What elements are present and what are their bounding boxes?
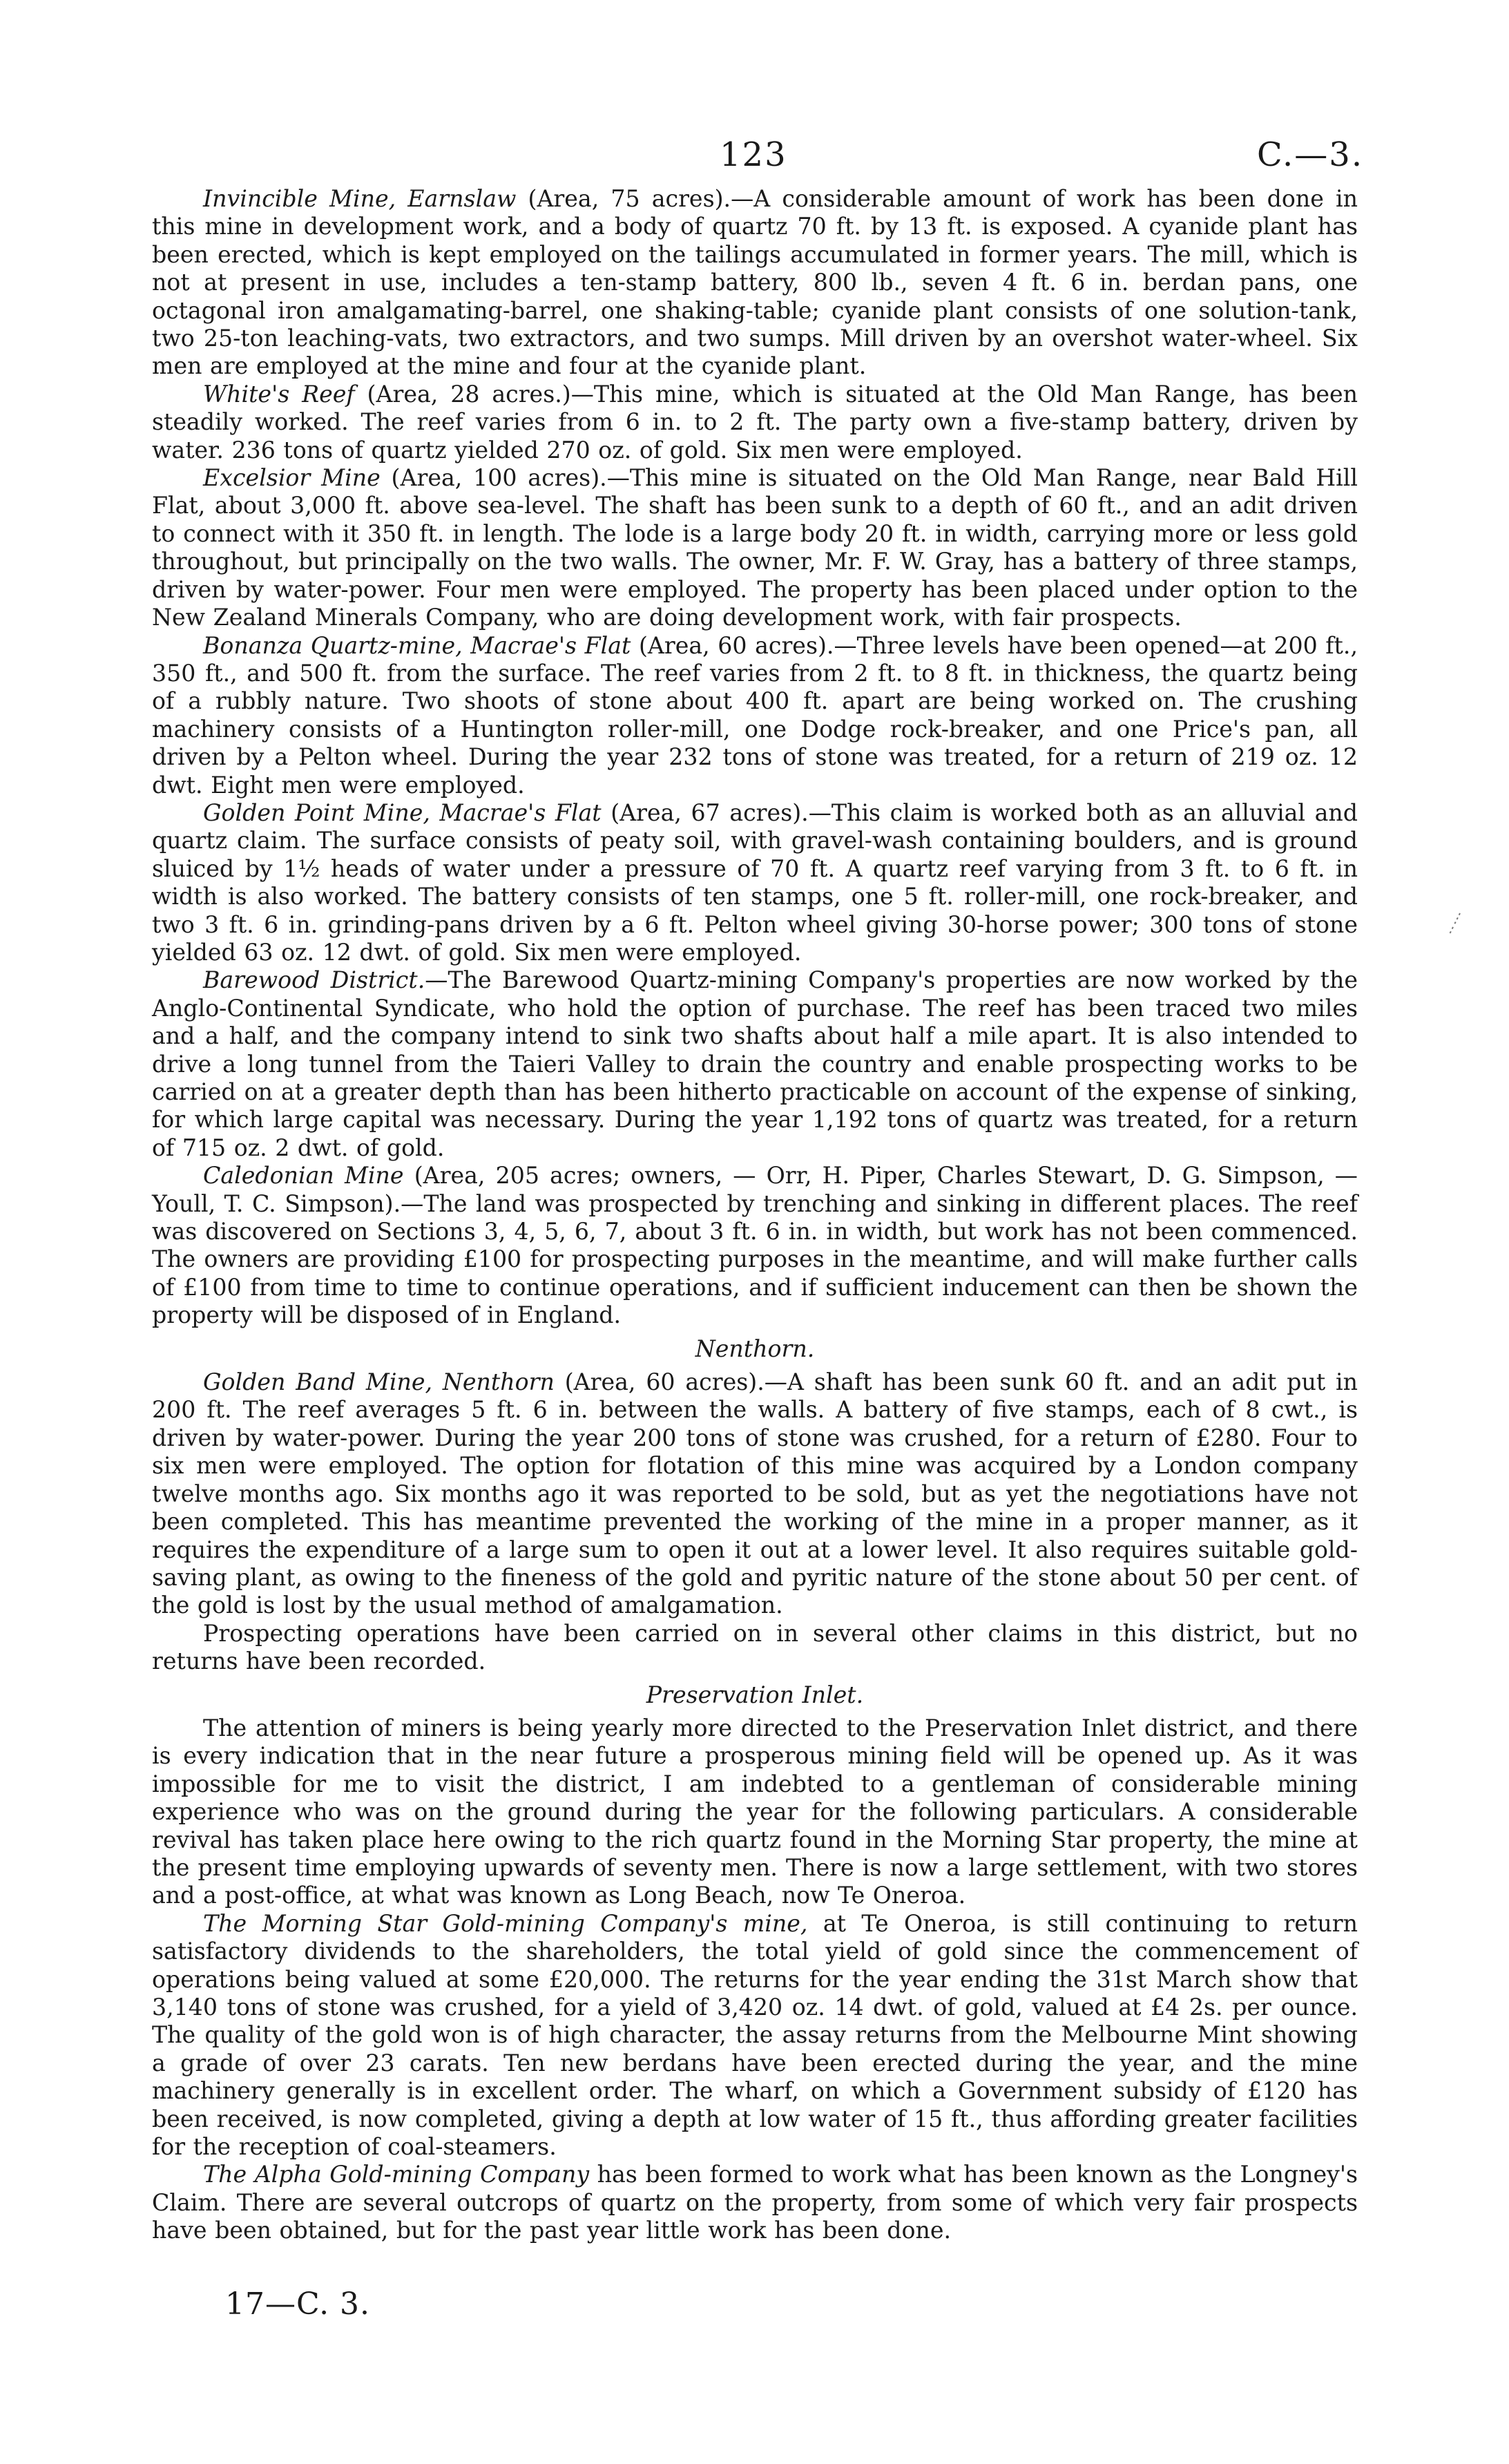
paragraph-caledonian-mine: [152, 1162, 1358, 1329]
paragraph-lead: Bonanza Quartz-mine, Macrae's Flat: [203, 631, 631, 659]
document-body: [152, 185, 1358, 2245]
page-number: 123: [720, 135, 787, 174]
paragraph-text: (Area, 75 acres).—A considerable amount of work has been done in this mine in development work, and a body of quartz 70 ft. by 13 ft. is exposed. A cyanide plant has been erected, which is kept employed on the tailings accumulated in former years. The mill, which is not at present in use, includes a ten-stamp battery, 800 lb., seven 4 ft. 6 in. berdan pans, one octagonal iron amalgamating-barrel, one shaking-table; cyanide plant consists of one solution-tank, two 25-ton leaching-vats, two extractors, and two sumps. Mill driven by an overshot water-wheel. Six men are employed at the mine and four at the cyanide plant.: [152, 185, 1358, 380]
paragraph-text: (Area, 60 acres).—Three levels have been opened—at 200 ft., 350 ft., and 500 ft. from the surface. The reef varies from 2 ft. to 8 ft. in thickness, the quartz being of a rubbly nature. Two shoots of stone about 400 ft. apart are being worked on. The crushing machinery consists of a Huntington roller-mill, one Dodge rock-breaker, and one Price's pan, all driven by a Pelton wheel. During the year 232 tons of stone was treated, for a return of 219 oz. 12 dwt. Eight men were employed.: [152, 631, 1358, 799]
paragraph-lead: Excelsior Mine: [203, 464, 381, 492]
paragraph-whites-reef: [152, 381, 1358, 464]
paragraph-lead: Caledonian Mine: [203, 1162, 404, 1190]
paragraph-text: The attention of miners is being yearly more directed to the Preservation Inlet district, and there is every indication that in the near future a prosperous mining field will be opened up. As it was impossible for me to visit the district, I am indebted to a gentleman of considerable mining experience who was on the ground during the year for the following particulars. A considerable revival has taken place here owing to the rich quartz found in the Morning Star property, the mine at the present time employing upwards of seventy men. There is now a large settlement, with two stores and a post-office, at what was known as Long Beach, now Te Oneroa.: [152, 1714, 1358, 1909]
paragraph-golden-point-mine: [152, 799, 1358, 966]
paragraph-barewood-district: [152, 966, 1358, 1162]
paragraph-prospecting-operations: [152, 1620, 1358, 1676]
section-heading-nenthorn: Nenthorn.: [695, 1335, 815, 1362]
paragraph-morning-star-mine: [152, 1910, 1358, 2161]
paragraph-invincible-mine: [152, 185, 1358, 381]
paragraph-text: (Area, 28 acres.)—This mine, which is situated at the Old Man Range, has been steadily worked. The reef varies from 6 in. to 2 ft. The party own a five-stamp battery, driven by water. 236 tons of quartz yielded 270 oz. of gold. Six men were employed.: [152, 380, 1358, 464]
section-heading-preservation-inlet: Preservation Inlet.: [646, 1681, 864, 1708]
paragraph-text: (Area, 205 acres; owners, — Orr, H. Piper, Charles Stewart, D. G. Simpson, — Youll, T. C. Simpson).—The land was prospected by trenching and sinking in different places. The reef was discovered on Sections 3, 4, 5, 6, 7, about 3 ft. 6 in. in width, but work has not been commenced. The owners are providing £100 for prospecting purposes in the meantime, and will make further calls of £100 from time to time to continue operations, and if sufficient inducement can then be shown the property will be disposed of in England.: [152, 1162, 1358, 1329]
signature-mark: 17—C. 3.: [225, 2286, 371, 2322]
paragraph-excelsior-mine: [152, 464, 1358, 631]
document-code: C.—3.: [1257, 135, 1364, 174]
paragraph-text: (Area, 60 acres).—A shaft has been sunk 60 ft. and an adit put in 200 ft. The reef averages 5 ft. 6 in. between the walls. A battery of five stamps, each of 8 cwt., is driven by water-power. During the year 200 tons of stone was crushed, for a return of £280. Four to six men were employed. The option for flotation of this mine was acquired by a London company twelve months ago. Six months ago it was reported to be sold, but as yet the negotiations have not been completed. This has meantime prevented the working of the mine in a proper manner, as it requires the expenditure of a large sum to open it out at a lower level. It also requires suitable gold-saving plant, as owing to the fineness of the gold and pyritic nature of the stone about 50 per cent. of the gold is lost by the usual method of amalgamation.: [152, 1368, 1358, 1619]
paragraph-lead: Invincible Mine, Earnslaw: [203, 185, 517, 212]
paragraph-lead: Golden Band Mine, Nenthorn: [203, 1368, 555, 1396]
paragraph-preservation-inlet: [152, 1715, 1358, 1910]
paragraph-alpha-gold-mining: [152, 2161, 1358, 2244]
paragraph-text: has been formed to work what has been known as the Longney's Claim. There are several outcrops of quartz on the property, from some of which very fair prospects have been obtained, but for the past year little work has been done.: [152, 2161, 1358, 2244]
paragraph-golden-band-mine: [152, 1368, 1358, 1620]
paragraph-lead: White's Reef: [203, 380, 355, 408]
paragraph-lead: Golden Point Mine, Macrae's Flat: [203, 799, 602, 826]
paragraph-bonanza-quartz-mine: [152, 632, 1358, 799]
paragraph-lead: The Alpha Gold-mining Company: [203, 2161, 590, 2188]
paragraph-lead: Barewood District.: [203, 966, 425, 994]
paragraph-text: (Area, 67 acres).—This claim is worked both as an alluvial and quartz claim. The surface consists of peaty soil, with gravel-wash containing boulders, and is ground sluiced by 1½ heads of water under a pressure of 70 ft. A quartz reef varying from 3 ft. to 6 ft. in width is also worked. The battery consists of ten stamps, one 5 ft. roller-mill, one rock-breaker, and two 3 ft. 6 in. grinding-pans driven by a 6 ft. Pelton wheel giving 30-horse power; 300 tons of stone yielded 63 oz. 12 dwt. of gold. Six men were employed.: [152, 799, 1358, 966]
paragraph-text: (Area, 100 acres).—This mine is situated on the Old Man Range, near Bald Hill Flat, about 3,000 ft. above sea-level. The shaft has been sunk to a depth of 60 ft., and an adit driven to connect with it 350 ft. in length. The lode is a large body 20 ft. in width, carrying more or less gold throughout, but principally on the two walls. The owner, Mr. F. W. Gray, has a battery of three stamps, driven by water-power. Four men were employed. The property has been placed under option to the New Zealand Minerals Company, who are doing development work, with fair prospects.: [152, 464, 1358, 631]
paragraph-lead: The Morning Star Gold-mining Company's mine,: [203, 1909, 808, 1937]
paragraph-text: Prospecting operations have been carried on in several other claims in this district, but no returns have been recorded.: [152, 1619, 1358, 1675]
margin-mark-icon: [1445, 910, 1463, 938]
paragraph-text: —The Barewood Quartz-mining Company's properties are now worked by the Anglo-Continental Syndicate, who hold the option of purchase. The reef has been traced two miles and a half, and the company intend to sink two shafts about half a mile apart. It is also intended to drive a long tunnel from the Taieri Valley to drain the country and enable prospecting works to be carried on at a greater depth than has been hitherto practicable on account of the expense of sinking, for which large capital was necessary. During the year 1,192 tons of quartz was treated, for a return of 715 oz. 2 dwt. of gold.: [152, 966, 1358, 1161]
paragraph-text: at Te Oneroa, is still continuing to return satisfactory dividends to the shareholders, the total yield of gold since the commencement of operations being valued at some £20,000. The returns for the year ending the 31st March show that 3,140 tons of stone was crushed, for a yield of 3,420 oz. 14 dwt. of gold, valued at £4 2s. per ounce. The quality of the gold won is of high character, the assay returns from the Melbourne Mint showing a grade of over 23 carats. Ten new berdans have been erected during the year, and the mine machinery generally is in excellent order. The wharf, on which a Government subsidy of £120 has been received, is now completed, giving a depth at low water of 15 ft., thus affording greater facilities for the reception of coal-steamers.: [152, 1909, 1358, 2161]
